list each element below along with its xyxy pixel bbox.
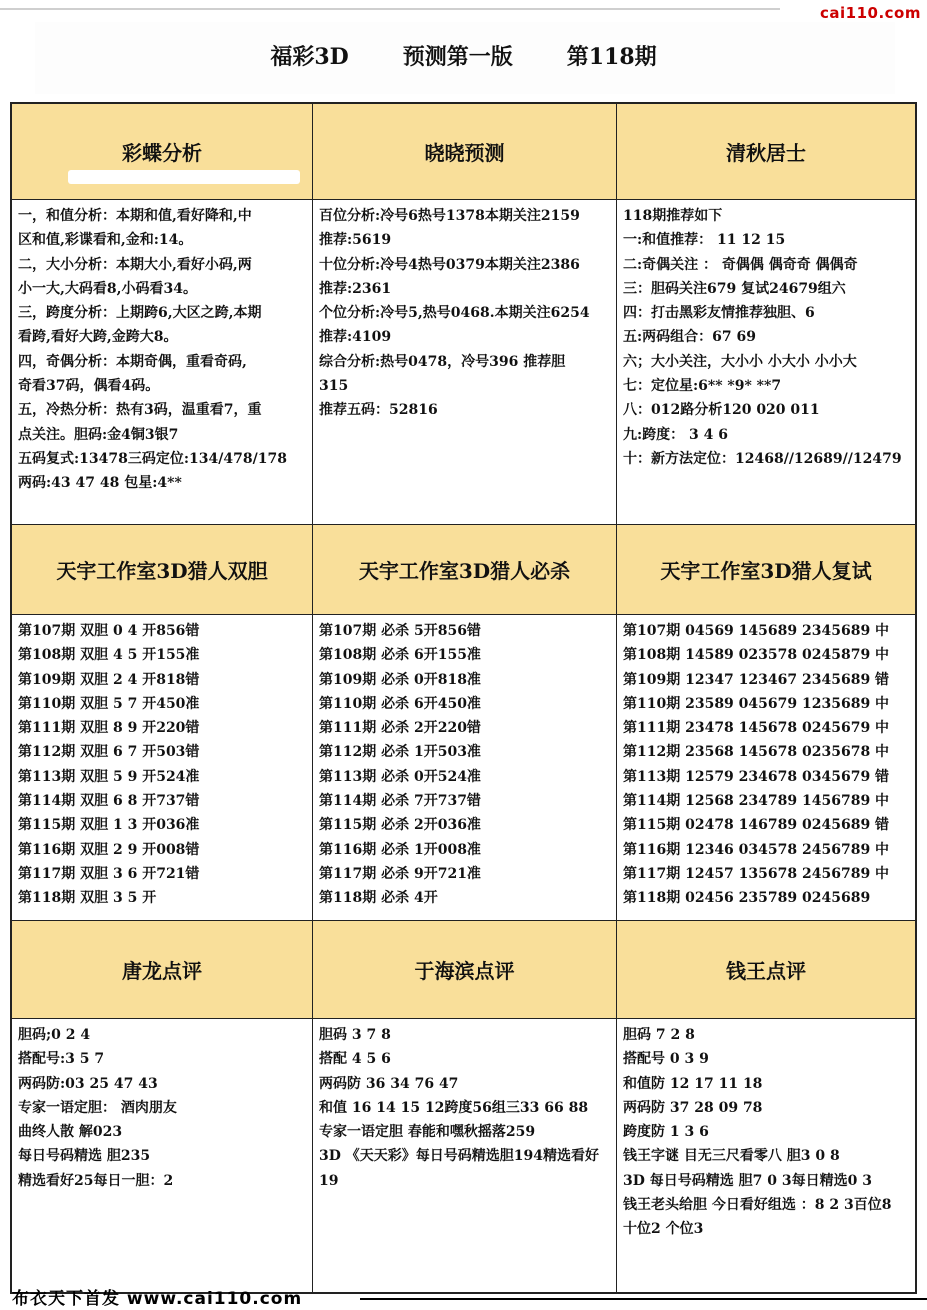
text-line: 区和值,彩谍看和,金和:14。 <box>18 232 193 249</box>
body-yuhaibin <box>313 1019 616 1292</box>
grid-line <box>12 524 915 525</box>
top-rule <box>0 8 780 10</box>
text-line: 第113期 双胆 5 9 开524准 <box>18 768 200 785</box>
body-hunter-double <box>12 615 312 920</box>
text-line: 钱王老头给胆 今日看好组选 ：8 2 3百位8 十位2 个位3 <box>623 1197 892 1238</box>
body-xiaoxiao <box>313 200 616 524</box>
text-line: 第111期 双胆 8 9 开220错 <box>18 720 200 737</box>
text-line: 第109期 双胆 2 4 开818错 <box>18 671 200 688</box>
text-line: 第114期 12568 234789 1456789 中 <box>623 793 890 810</box>
text-line: 看跨,看好大跨,金跨大8。 <box>18 329 178 346</box>
header-hunter-kill-label: 天宇工作室3D猎人必杀 <box>358 559 571 583</box>
header-hunter-double-label: 天宇工作室3D猎人双胆 <box>56 559 268 583</box>
footer-rule <box>360 1298 927 1300</box>
text-line: 第110期 23589 045679 1235689 中 <box>623 695 890 712</box>
text-line: 3D 每日号码精选 胆7 0 3每日精选0 3 <box>623 1172 872 1189</box>
text-line: 八：012路分析120 020 011 <box>623 402 820 419</box>
text-line: 第114期 双胆 6 8 开737错 <box>18 793 200 810</box>
text-line: 第117期 必杀 9开721准 <box>319 865 481 882</box>
text-line: 推荐:4109 <box>319 329 392 346</box>
text-line: 曲终人散 解023 <box>18 1124 123 1141</box>
header-caidie-label: 彩蝶分析 <box>122 141 202 165</box>
text-line: 专家一语定胆： 酒肉朋友 <box>18 1099 177 1116</box>
text-line: 第107期 必杀 5开856错 <box>319 623 481 639</box>
text-line: 五:两码组合：67 69 <box>623 329 757 346</box>
text-line: 第114期 必杀 7开737错 <box>319 793 481 810</box>
text-line: 第118期 02456 235789 0245689 <box>623 890 871 907</box>
text-line: 第108期 14589 023578 0245879 中 <box>623 647 890 664</box>
text-line: 第107期 04569 145689 2345689 中 <box>623 623 890 639</box>
grid-line <box>616 104 617 1292</box>
text-line: 118期推荐如下 <box>623 208 723 224</box>
text-line: 二:奇偶关注 ： 奇偶偶 偶奇奇 偶偶奇 <box>623 256 858 273</box>
text-line: 一:和值推荐： 11 12 15 <box>623 232 786 249</box>
title-issue: 第118期 <box>566 44 657 70</box>
text-line: 小一大,大码看8,小码看34。 <box>18 280 197 297</box>
text-line: 第115期 双胆 1 3 开036准 <box>18 817 200 834</box>
text-line: 第109期 12347 123467 2345689 错 <box>623 671 890 688</box>
text-line: 精选看好25每日一胆：2 <box>18 1172 174 1189</box>
title-edition: 预测第一版 <box>402 44 513 70</box>
body-qianwang <box>617 1019 915 1292</box>
header-qingqiu-label: 清秋居士 <box>726 141 806 165</box>
text-line: 和值防 12 17 11 18 <box>623 1075 763 1092</box>
text-line: 两码:43 47 48 包星:4** <box>18 475 182 492</box>
text-line: 奇看37码，偶看4码。 <box>18 378 160 395</box>
redaction-bar <box>68 170 300 184</box>
text-line: 第109期 必杀 0开818准 <box>319 671 481 688</box>
text-line: 第116期 必杀 1开008准 <box>319 841 481 858</box>
text-line: 搭配号 0 3 9 <box>623 1051 709 1068</box>
grid-line <box>12 199 915 200</box>
header-qianwang-label: 钱王点评 <box>726 959 806 983</box>
text-line: 第112期 23568 145678 0235678 中 <box>623 744 890 761</box>
text-line: 推荐:5619 <box>319 232 392 249</box>
title-lottery: 福彩3D <box>270 44 349 70</box>
site-logo: cai110.com <box>820 4 921 22</box>
body-caidie <box>12 200 312 524</box>
text-line: 一，和值分析：本期和值,看好降和,中 <box>18 208 252 224</box>
header-hunter-kill <box>313 525 616 614</box>
text-line: 四：打击黑彩友情推荐独胆、6 <box>623 305 815 322</box>
header-yuhaibin <box>313 921 616 1018</box>
text-line: 两码防:03 25 47 43 <box>18 1075 158 1092</box>
text-line: 第107期 双胆 0 4 开856错 <box>18 623 200 639</box>
text-line: 每日号码精选 胆235 <box>18 1148 151 1165</box>
header-xiaoxiao-label: 晓晓预测 <box>424 141 505 165</box>
text-line: 跨度防 1 3 6 <box>623 1124 709 1141</box>
text-line: 七：定位星:6** *9* **7 <box>623 378 782 395</box>
text-line: 三：胆码关注679 复试24679组六 <box>623 280 846 297</box>
text-line: 专家一语定胆 春能和嘿秋摇落259 <box>319 1124 536 1141</box>
text-line: 两码防 37 28 09 78 <box>623 1099 763 1116</box>
text-line: 第113期 12579 234678 0345679 错 <box>623 768 890 785</box>
text-line: 第117期 12457 135678 2456789 中 <box>623 865 890 882</box>
text-line: 十：新方法定位：12468//12689//12479 <box>623 450 902 467</box>
text-line: 第116期 双胆 2 9 开008错 <box>18 841 200 858</box>
body-tanglong <box>12 1019 312 1292</box>
header-xiaoxiao <box>313 104 616 199</box>
text-line: 二，大小分析：本期大小,看好小码,两 <box>18 256 252 273</box>
text-line: 十位分析:冷号4热号0379本期关注2386 <box>319 256 580 273</box>
text-line: 点关注。胆码:金4铜3银7 <box>18 426 179 443</box>
text-line: 搭配号:3 5 7 <box>18 1051 105 1068</box>
text-line: 胆码 7 2 8 <box>623 1027 695 1043</box>
text-line: 第108期 必杀 6开155准 <box>319 647 481 664</box>
text-line: 第113期 必杀 0开524准 <box>319 768 481 785</box>
header-tanglong-label: 唐龙点评 <box>122 959 202 983</box>
text-line: 六；大小关注，大小小 小大小 小小大 <box>623 353 857 370</box>
text-line: 第112期 必杀 1开503准 <box>319 744 481 761</box>
body-hunter-kill <box>313 615 616 920</box>
grid-line <box>12 1018 915 1019</box>
footer-credit: 布衣天下首发 www.cai110.com <box>12 1289 303 1309</box>
text-line: 钱王字谜 目无三尺看零八 胆3 0 8 <box>623 1148 840 1165</box>
header-qianwang <box>617 921 915 1018</box>
grid-line <box>12 614 915 615</box>
text-line: 两码防 36 34 76 47 <box>319 1075 459 1092</box>
text-line: 百位分析:冷号6热号1378本期关注2159 <box>319 208 580 224</box>
text-line: 第115期 必杀 2开036准 <box>319 817 481 834</box>
text-line: 第111期 23478 145678 0245679 中 <box>623 720 890 737</box>
text-line: 和值 16 14 15 12跨度56组三33 66 88 <box>319 1099 589 1116</box>
text-line: 第112期 双胆 6 7 开503错 <box>18 744 200 761</box>
body-qingqiu <box>617 200 915 524</box>
header-qingqiu <box>617 104 915 199</box>
forecast-table <box>10 102 917 1294</box>
text-line: 第116期 12346 034578 2456789 中 <box>623 841 890 858</box>
text-line: 315 <box>319 378 349 395</box>
text-line: 胆码 3 7 8 <box>319 1027 391 1043</box>
grid-line <box>12 920 915 921</box>
text-line: 胆码;0 2 4 <box>18 1027 91 1043</box>
text-line: 第108期 双胆 4 5 开155准 <box>18 647 200 664</box>
text-line: 第115期 02478 146789 0245689 错 <box>623 817 890 834</box>
text-line: 搭配 4 5 6 <box>319 1051 391 1068</box>
text-line: 五码复式:13478三码定位:134/478/178 <box>18 450 287 467</box>
body-hunter-multi <box>617 615 915 920</box>
text-line: 三，跨度分析：上期跨6,大区之跨,本期 <box>18 305 262 322</box>
header-hunter-double <box>12 525 312 614</box>
text-line: 五，冷热分析：热有3码，温重看7，重 <box>18 402 262 419</box>
text-line: 四，奇偶分析：本期奇偶，重看奇码, <box>18 353 247 370</box>
grid-line <box>312 104 313 1292</box>
text-line: 推荐五码：52816 <box>319 402 438 419</box>
header-tanglong <box>12 921 312 1018</box>
text-line: 个位分析:冷号5,热号0468.本期关注6254 <box>319 305 590 322</box>
header-hunter-multi <box>617 525 915 614</box>
text-line: 第111期 必杀 2开220错 <box>319 720 481 737</box>
text-line: 第118期 必杀 4开 <box>319 890 438 907</box>
text-line: 3D 《天天彩》每日号码精选胆194精选看好19 <box>319 1148 599 1189</box>
text-line: 第110期 双胆 5 7 开450准 <box>18 695 200 712</box>
text-line: 综合分析:热号0478，冷号396 推荐胆 <box>319 353 566 370</box>
header-yuhaibin-label: 于海滨点评 <box>414 959 515 983</box>
text-line: 推荐:2361 <box>319 280 392 297</box>
text-line: 第110期 必杀 6开450准 <box>319 695 481 712</box>
header-hunter-multi-label: 天宇工作室3D猎人复试 <box>660 559 872 583</box>
header-caidie <box>12 104 312 199</box>
text-line: 第118期 双胆 3 5 开 <box>18 890 157 907</box>
text-line: 九:跨度： 3 4 6 <box>623 426 729 443</box>
page-title <box>0 40 927 71</box>
text-line: 第117期 双胆 3 6 开721错 <box>18 865 200 882</box>
